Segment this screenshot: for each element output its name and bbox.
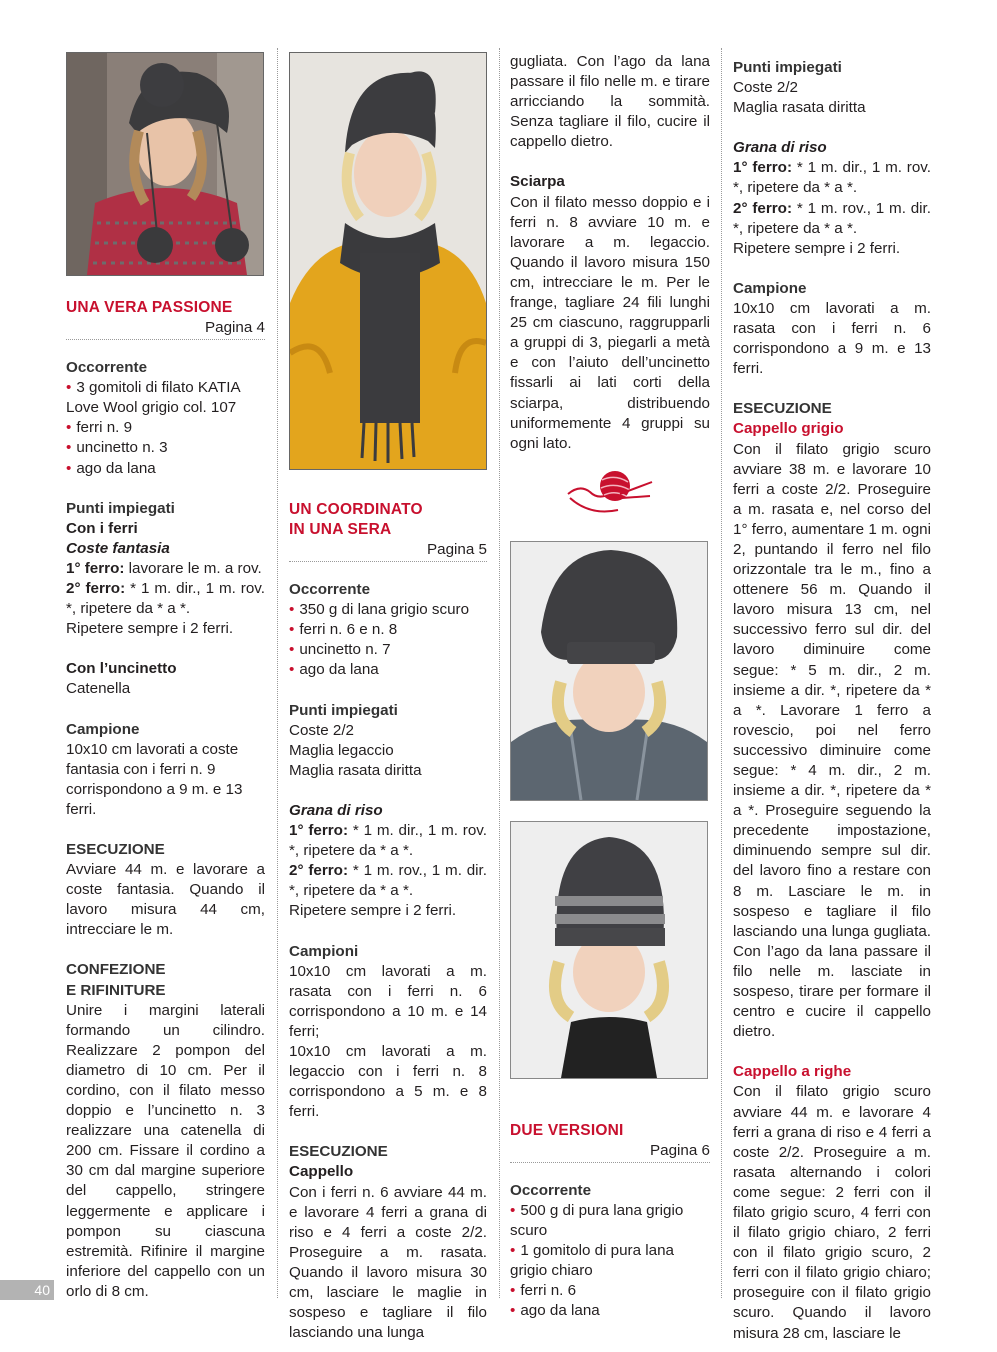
list-item: • uncinetto n. 7	[289, 640, 487, 660]
section-heading: Punti impiegati	[733, 59, 842, 76]
list-item: • ferri n. 6	[510, 1281, 710, 1301]
photo-hat-scarf	[289, 52, 487, 470]
repeat-note: Ripetere sempre i 2 ferri.	[289, 902, 457, 920]
page-reference: Pagina 6	[510, 1141, 710, 1163]
page-reference: Pagina 4	[66, 318, 265, 340]
section-heading: CONFEZIONE	[66, 961, 166, 979]
stitch-name: Coste 2/2	[733, 79, 799, 97]
paragraph: 10x10 cm lavorati a m. rasata con i ferri n. 6 corrispondono a 10 m. e 14 ferri;	[289, 962, 487, 1040]
subheading-red: Cappello a righe	[733, 1063, 852, 1081]
stitch-name: Maglia legaccio	[289, 741, 394, 759]
photo-striped-hat	[510, 821, 708, 1079]
column-4	[733, 58, 931, 1344]
yarn-ball-icon	[510, 464, 710, 494]
stitch-name: Grana di riso	[733, 139, 827, 157]
section-heading: Punti impiegati	[66, 499, 175, 517]
row-instruction: 2° ferro: * 1 m. rov., 1 m. dir. *, ripetere da * a *.	[733, 199, 931, 237]
paragraph: Con il filato grigio scuro avviare 38 m. e lavorare 10 ferri a coste 2/2. Proseguire a m. rasata e, nel corso del 1° ferro, aumentare 1 m. ogni 2, puntando il ferro nel filo orizzontale tra le m., fino a ottenere 56 m. Quando il lavoro misura 13 cm, nel successivo ferro sul dir. del lavoro diminuire come segue: * 5 m. dir., 2 m. insieme a dir. *, ripetere da * a *. Lavorare 1 ferro a rovescio, poi nel ferro successivo diminuire come segue: * 4 m. dir., 2 m. insieme a dir. *, ripetere da * a *. Proseguire seguendo la precedente impostazione, diminuendo sempre sul dir. del lavoro fino a restare con 8 m. Lasciare le m. in sospeso e tagliare il filo lasciando una lunga gugliata. Con l’ago da lana passare il filo nelle m. lasciate in sospeso, tirare per formare il centro e cucire il cappello dietro.	[733, 440, 931, 1041]
section-heading: ESECUZIONE	[289, 1143, 388, 1161]
page-number: 40	[0, 1280, 54, 1300]
repeat-note: Ripetere sempre i 2 ferri.	[66, 620, 234, 638]
stitch-name: Catenella	[66, 680, 131, 698]
paragraph: Con il filato grigio scuro avviare 44 m. e lavorare 4 ferri a grana di riso e 4 ferri a coste 2/2. Proseguire a m. rasata alternando i colori come segue: 2 ferri con il filato grigio scuro, 4 ferri con il filato grigio chiaro, 2 ferri con il filato grigio scuro, 2 ferri con il filato grigio chiaro; proseguire con il filato grigio scuro. Quando il lavoro misura 28 cm, lasciare le	[733, 1083, 931, 1342]
paragraph: 10x10 cm lavorati a coste fantasia con i ferri n. 9 corrispondono a 9 m. e 13 ferri.	[66, 740, 243, 818]
article-title: UNA VERA PASSIONE	[66, 299, 233, 316]
stitch-name: Coste fantasia	[66, 539, 170, 557]
list-item: • ferri n. 9	[66, 418, 265, 438]
list-item-continued: Love Wool grigio col. 107	[66, 399, 237, 417]
photo-hat-pompons	[66, 52, 264, 276]
section-heading: Campione	[66, 720, 140, 738]
list-item: • 350 g di lana grigio scuro	[289, 600, 487, 620]
column-divider	[499, 48, 500, 1298]
list-item: • ago da lana	[510, 1301, 710, 1321]
row-instruction: 1° ferro: * 1 m. dir., 1 m. rov. *, ripetere da * a *.	[733, 159, 931, 197]
paragraph: Avviare 44 m. e lavorare a coste fantasia. Quando il lavoro misura 44 cm, intrecciare le m.	[66, 861, 265, 939]
row-instruction: 1° ferro: * 1 m. dir., 1 m. rov. *, ripetere da * a *.	[289, 822, 487, 860]
paragraph: Con i ferri n. 6 avviare 44 m. e lavorare 4 ferri a grana di riso e 4 ferri a coste 2/2. Proseguire a m. rasata. Quando il lavoro misura 30 cm, lasciare le maglie in sospeso e tagliare il filo lasciando una lunga	[289, 1183, 487, 1342]
paragraph: 10x10 cm lavorati a m. rasata con i ferri n. 6 corrispondono a 9 m. e 13 ferri.	[733, 299, 931, 378]
column-3	[510, 52, 710, 1322]
subheading: Con i ferri	[66, 519, 138, 537]
article-title: UN COORDINATO	[289, 501, 423, 518]
list-item: • 3 gomitoli di filato KATIA	[66, 378, 265, 398]
photo-gray-beret	[510, 541, 708, 801]
article-title: DUE VERSIONI	[510, 1121, 624, 1139]
column-1	[66, 52, 265, 1302]
row-instruction: 1° ferro: lavorare le m. a rov.	[66, 559, 262, 577]
article-title: IN UNA SERA	[289, 521, 392, 538]
section-heading: Campioni	[289, 942, 359, 960]
column-divider	[277, 48, 278, 1298]
subheading: Cappello	[289, 1163, 354, 1181]
stitch-name: Maglia rasata diritta	[733, 99, 866, 117]
column-2	[289, 52, 487, 1343]
paragraph: 10x10 cm lavorati a m. legaccio con i ferri n. 8 corrispondono a 5 m. e 8 ferri.	[289, 1042, 487, 1121]
paragraph: Con il filato messo doppio e i ferri n. 8 avviare 10 m. e lavorare a m. legaccio. Quando il lavoro misura 150 cm, intrecciare le m. Per le frange, tagliare 24 fili lunghi 25 cm ciascuno, raggrupparli a gruppi di 3, piegarli a metà e con l’aiuto dell’uncinetto fissarli ai lati corti della sciarpa, distribuendo uniformemente 4 gruppi su ogni lato.	[510, 193, 710, 452]
subheading-red: Cappello grigio	[733, 420, 844, 438]
section-heading: E RIFINITURE	[66, 981, 166, 999]
list-item: • ago da lana	[289, 660, 487, 680]
row-instruction: 2° ferro: * 1 m. rov., 1 m. dir. *, ripetere da * a *.	[289, 862, 487, 900]
subheading: Con l’uncinetto	[66, 660, 177, 678]
paragraph: Unire i margini laterali formando un cilindro. Realizzare 2 pompon del diametro di 10 cm. Per il cordino, con il filato messo doppio e l’uncinetto n. 3 realizzare una catenella di 200 cm. Fissare il cordino a 30 cm dal margine superiore del cappello, stringere leggermente e applicare i pompon su ciascuna estremità. Rifinire il margine inferiore del cappello con un orlo di 8 cm.	[66, 1001, 265, 1300]
section-heading: Occorrente	[510, 1181, 592, 1199]
paragraph: gugliata. Con l’ago da lana passare il filo nelle m. e tirare arricciando la sommità. Senza tagliare il filo, cucire il cappello dietro.	[510, 53, 710, 151]
section-heading: Occorrente	[289, 581, 371, 599]
row-instruction: 2° ferro: * 1 m. dir., 1 m. rov. *, ripetere da * a *.	[66, 580, 265, 618]
list-item: • 500 g di pura lana grigio scuro	[510, 1201, 710, 1241]
section-heading: ESECUZIONE	[66, 840, 165, 858]
page-reference: Pagina 5	[289, 540, 487, 562]
section-heading: ESECUZIONE	[733, 400, 832, 418]
repeat-note: Ripetere sempre i 2 ferri.	[733, 239, 901, 257]
list-item: • ferri n. 6 e n. 8	[289, 620, 487, 640]
stitch-name: Maglia rasata diritta	[289, 761, 422, 779]
list-item: • 1 gomitolo di pura lana grigio chiaro	[510, 1241, 710, 1281]
section-heading: Occorrente	[66, 359, 148, 377]
stitch-name: Coste 2/2	[289, 721, 355, 739]
stitch-name: Grana di riso	[289, 801, 383, 819]
column-divider	[721, 48, 722, 1298]
section-heading: Campione	[733, 279, 807, 297]
list-item: • ago da lana	[66, 459, 265, 479]
subheading: Sciarpa	[510, 173, 565, 191]
section-heading: Punti impiegati	[289, 701, 398, 719]
list-item: • uncinetto n. 3	[66, 438, 265, 458]
